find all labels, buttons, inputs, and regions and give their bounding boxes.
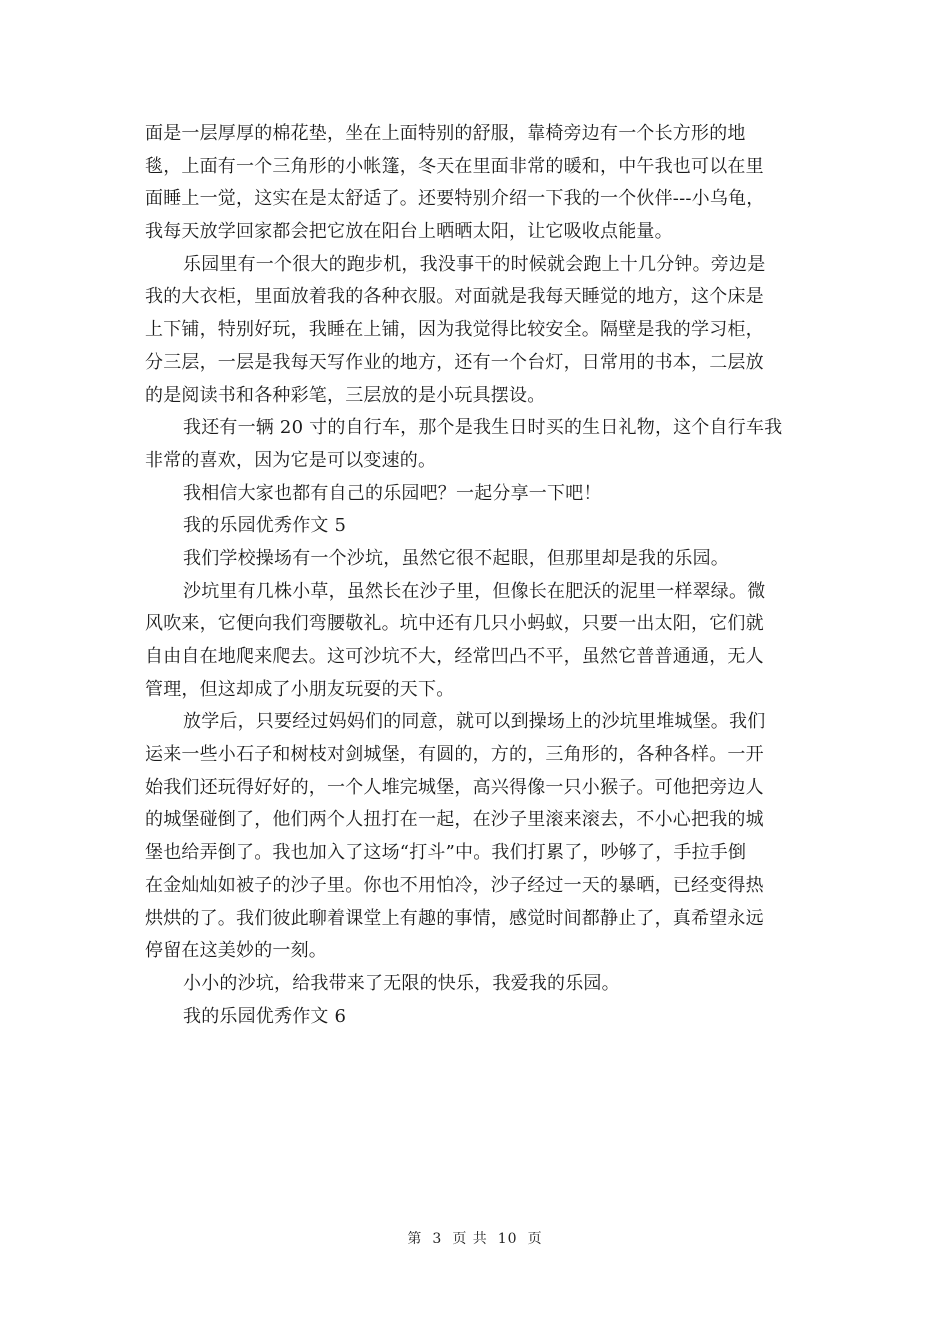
text-line: 分三层，一层是我每天写作业的地方，还有一个台灯，日常用的书本，二层放 bbox=[145, 351, 764, 373]
document-body bbox=[145, 118, 815, 1033]
text-line: 我还有一辆 20 寸的自行车，那个是我生日时买的生日礼物，这个自行车我 bbox=[183, 417, 783, 439]
footer-total-pages: 10 bbox=[497, 1231, 518, 1247]
text-line: 我每天放学回家都会把它放在阳台上晒晒太阳，让它吸收点能量。 bbox=[145, 221, 673, 243]
footer-middle: 页 共 bbox=[452, 1231, 488, 1247]
text-line: 自由自在地爬来爬去。这可沙坑不大，经常凹凸不平，虽然它普普通通，无人 bbox=[145, 646, 764, 667]
page-footer bbox=[0, 1228, 950, 1248]
footer-prefix: 第 bbox=[407, 1231, 423, 1247]
text-line: 我的乐园优秀作文 5 bbox=[183, 515, 347, 537]
footer-page-number: 3 bbox=[432, 1231, 443, 1247]
text-line: 放学后，只要经过妈妈们的同意，就可以到操场上的沙坑里堆城堡。我们 bbox=[183, 711, 766, 733]
text-line: 面是一层厚厚的棉花垫，坐在上面特别的舒服，靠椅旁边有一个长方形的地 bbox=[145, 123, 746, 144]
text-line: 烘烘的了。我们彼此聊着课堂上有趣的事情，感觉时间都静止了，真希望永远 bbox=[145, 907, 764, 929]
footer-suffix: 页 bbox=[527, 1231, 543, 1247]
text-line: 停留在这美妙的一刻。 bbox=[145, 940, 327, 962]
text-line: 风吹来，它便向我们弯腰敬礼。坑中还有几只小蚂蚁，只要一出太阳，它们就 bbox=[145, 613, 764, 635]
text-line: 在金灿灿如被子的沙子里。你也不用怕冷，沙子经过一天的暴晒，已经变得热 bbox=[145, 874, 764, 896]
text-line: 我相信大家也都有自己的乐园吧？一起分享一下吧！ bbox=[183, 482, 602, 504]
text-line: 沙坑里有几株小草，虽然长在沙子里，但像长在肥沃的泥里一样翠绿。微 bbox=[183, 580, 766, 602]
text-line: 管理，但这却成了小朋友玩耍的天下。 bbox=[145, 678, 455, 700]
text-line: 我的乐园优秀作文 6 bbox=[183, 1005, 347, 1027]
text-line: 小小的沙坑，给我带来了无限的快乐，我爱我的乐园。 bbox=[183, 972, 620, 994]
text-line: 面睡上一觉，这实在是太舒适了。还要特别介绍一下我的一个伙伴---小乌龟， bbox=[145, 188, 765, 210]
text-line: 的是阅读书和各种彩笔，三层放的是小玩具摆设。 bbox=[145, 384, 546, 406]
text-line: 上下铺，特别好玩，我睡在上铺，因为我觉得比较安全。隔壁是我的学习柜， bbox=[145, 319, 764, 341]
text-line: 我的大衣柜，里面放着我的各种衣服。对面就是我每天睡觉的地方，这个床是 bbox=[145, 286, 764, 308]
text-line: 我们学校操场有一个沙坑，虽然它很不起眼，但那里却是我的乐园。 bbox=[183, 547, 729, 569]
text-line: 始我们还玩得好好的，一个人堆完城堡，高兴得像一只小猴子。可他把旁边人 bbox=[145, 776, 764, 798]
text-line: 乐园里有一个很大的跑步机，我没事干的时候就会跑上十几分钟。旁边是 bbox=[183, 253, 766, 275]
text-line: 非常的喜欢，因为它是可以变速的。 bbox=[145, 449, 437, 471]
text-line: 运来一些小石子和树枝对剑城堡，有圆的，方的，三角形的，各种各样。一开 bbox=[145, 744, 764, 766]
text-line: 的城堡碰倒了，他们两个人扭打在一起，在沙子里滚来滚去，不小心把我的城 bbox=[145, 809, 764, 831]
text-line: 毯，上面有一个三角形的小帐篷，冬天在里面非常的暖和，中午我也可以在里 bbox=[145, 155, 764, 177]
text-line: 堡也给弄倒了。我也加入了这场“打斗”中。我们打累了，吵够了，手拉手倒 bbox=[145, 842, 747, 864]
